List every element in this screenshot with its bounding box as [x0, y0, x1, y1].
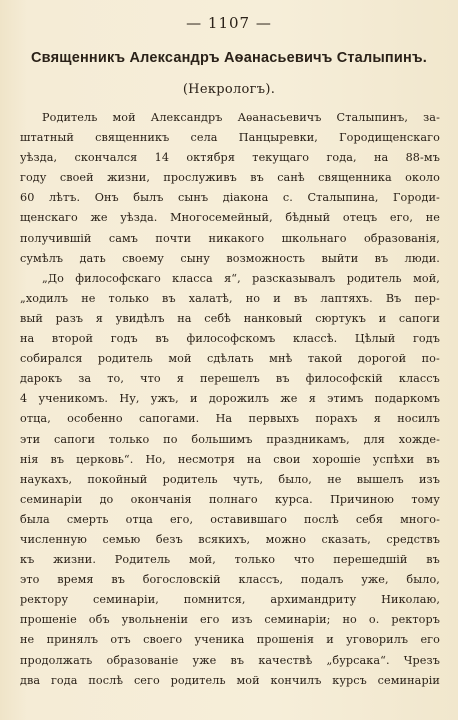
word: уговорилъ — [346, 633, 409, 647]
article-title: Священникъ Александръ Аѳанасьевичъ Сталыпинъ. — [31, 50, 427, 66]
word: перешелъ — [199, 372, 260, 386]
word: діакона — [222, 191, 269, 205]
text-line — [20, 148, 440, 168]
word: несмотря — [177, 452, 235, 466]
word: ректору — [20, 593, 69, 607]
word: почти — [155, 231, 192, 245]
word: разсказывалъ — [252, 271, 336, 285]
word: школьнаго — [281, 231, 347, 245]
word: себѣ — [204, 311, 232, 325]
word: же — [90, 211, 108, 225]
word: отца — [125, 512, 153, 526]
word: носилъ — [397, 412, 440, 426]
word: отецъ — [342, 211, 378, 225]
word: что — [140, 372, 161, 386]
word: философскомъ — [186, 332, 276, 346]
word: халатѣ, — [188, 291, 233, 305]
word: разъ — [55, 311, 84, 325]
word: годъ — [110, 332, 138, 346]
word: можно — [265, 532, 307, 546]
word: увидѣлъ — [115, 311, 165, 325]
word: было, — [406, 573, 440, 587]
text-line — [20, 430, 440, 450]
word: дать — [79, 251, 106, 265]
word: что — [293, 553, 315, 567]
word: 14 — [154, 151, 170, 165]
word: продолжать — [20, 653, 93, 667]
word: только — [234, 553, 276, 567]
word: я — [95, 311, 103, 325]
word: на — [177, 311, 192, 325]
word: с. — [282, 191, 293, 205]
word: „бурсака“. — [326, 653, 390, 667]
word: уже, — [361, 573, 389, 587]
word: въ — [230, 653, 245, 667]
word: но — [342, 613, 357, 627]
word: жизни, — [107, 171, 150, 185]
word: и — [326, 633, 334, 647]
word: Панцыревки, — [238, 131, 318, 145]
word: подаркомъ — [374, 392, 440, 406]
text-line — [20, 610, 440, 630]
word: себя — [355, 512, 384, 526]
word: безъ — [155, 532, 183, 546]
word: выйти — [321, 251, 359, 265]
word: въ — [426, 553, 440, 567]
text-line — [20, 450, 440, 470]
word: дарокъ — [20, 372, 63, 386]
word: Сталыпина, — [307, 191, 379, 205]
word: Но, — [145, 452, 166, 466]
word: своей — [59, 171, 94, 185]
word: много- — [400, 512, 440, 526]
text-line — [20, 651, 440, 671]
word: на — [373, 151, 389, 165]
word: Ну, — [119, 392, 140, 406]
text-line — [20, 108, 440, 128]
word: же — [280, 392, 298, 406]
word: въ — [275, 372, 290, 386]
text-line — [20, 490, 440, 510]
word: самъ — [108, 231, 139, 245]
word: штатный — [20, 131, 74, 145]
word: свои — [273, 452, 301, 466]
text-line — [20, 269, 440, 289]
word: Городищенскаго — [339, 131, 440, 145]
text-line — [20, 671, 440, 691]
word: численную — [20, 532, 87, 546]
word: лѣтъ. — [48, 191, 81, 205]
word: по- — [421, 352, 440, 366]
text-line — [20, 369, 440, 389]
word: порахъ — [315, 412, 358, 426]
word: къ — [20, 553, 35, 567]
word: два — [20, 673, 41, 687]
word: текущаго — [252, 151, 310, 165]
word: богословскій — [142, 573, 221, 587]
word: семинаріи — [20, 492, 83, 506]
word: класса — [172, 271, 213, 285]
word: по — [163, 432, 178, 446]
word: особенно — [67, 412, 123, 426]
word: хорошіе — [312, 452, 361, 466]
text-line — [20, 389, 440, 409]
text-line — [20, 630, 440, 650]
word: сапоги — [398, 311, 440, 325]
word: мой — [236, 673, 260, 687]
word: Родитель — [42, 111, 98, 124]
word: и — [273, 291, 281, 305]
word: люди. — [404, 251, 440, 265]
word: то, — [107, 372, 125, 386]
word: дорожилъ — [208, 392, 270, 406]
word: ученика — [194, 633, 245, 647]
word: сыну — [180, 251, 210, 265]
word: сапогами. — [139, 412, 200, 426]
word: сдѣлать — [207, 352, 254, 366]
word: Аѳанасьевичъ — [237, 111, 322, 124]
word: прошенія — [256, 633, 314, 647]
word: мой — [168, 352, 192, 366]
word: семинаріи; — [264, 613, 331, 627]
word: села — [190, 131, 218, 145]
word: кончилъ — [270, 673, 322, 687]
word: полнаго — [208, 492, 258, 506]
word: не — [327, 472, 342, 486]
word: Причиною — [330, 492, 395, 506]
word: прослуживъ — [163, 171, 237, 185]
word: философскій — [305, 372, 383, 386]
word: подалъ — [300, 573, 344, 587]
word: отца, — [20, 412, 51, 426]
word: Многосемейный, — [170, 211, 273, 225]
word: октября — [186, 151, 235, 165]
word: въ — [155, 332, 169, 346]
text-line — [20, 470, 440, 490]
word: было, — [278, 472, 312, 486]
word: пер- — [414, 291, 440, 305]
text-line — [20, 128, 440, 148]
word: уже — [192, 653, 217, 667]
word: я — [176, 372, 184, 386]
word: вышелъ — [356, 472, 404, 486]
word: для — [363, 432, 385, 446]
word: былъ — [133, 191, 164, 205]
word: священникъ — [95, 131, 170, 145]
word: второй — [51, 332, 94, 346]
word: священника — [318, 171, 392, 185]
word: Александръ — [150, 111, 223, 124]
word: родитель — [162, 472, 218, 486]
word: года — [50, 673, 78, 687]
word: помнится, — [183, 593, 246, 607]
word: курса. — [274, 492, 313, 506]
word: сего — [133, 673, 160, 687]
word: На — [215, 412, 233, 426]
word: я“, — [224, 271, 241, 285]
word: получившій — [20, 231, 92, 245]
word: это — [20, 573, 40, 587]
word: году — [20, 171, 47, 185]
word: Сталыпинъ, — [336, 111, 409, 124]
text-line — [20, 570, 440, 590]
word: перешедшій — [333, 553, 408, 567]
word: до — [99, 492, 114, 506]
word: Городи- — [393, 191, 440, 205]
word: средствъ — [386, 532, 440, 546]
text-line — [20, 168, 440, 188]
word: его, — [169, 512, 194, 526]
word: Цѣлый — [354, 332, 396, 346]
word: щенскаго — [20, 211, 78, 225]
word: образованія, — [363, 231, 440, 245]
word: за — [78, 372, 92, 386]
word: скончался — [74, 151, 138, 165]
word: за- — [423, 111, 440, 124]
text-line — [20, 550, 440, 570]
word: окончанія — [130, 492, 192, 506]
word: въ — [426, 452, 440, 466]
word: родитель — [170, 673, 226, 687]
word: 88-мъ — [405, 151, 440, 165]
word: семью — [102, 532, 141, 546]
word: только — [108, 291, 149, 305]
word: родитель — [97, 352, 153, 366]
word: церковь“. — [76, 452, 134, 466]
word: семинаріи, — [93, 593, 159, 607]
word: классъ, — [238, 573, 284, 587]
word: я — [373, 412, 381, 426]
word: Въ — [385, 291, 402, 305]
word: увольненіи — [121, 613, 189, 627]
word: образованіе — [106, 653, 179, 667]
word: только — [108, 432, 150, 446]
word: сказать, — [321, 532, 371, 546]
word: въ — [50, 452, 65, 466]
word: классъ — [398, 372, 440, 386]
word: 60 — [20, 191, 35, 205]
word: не — [81, 291, 96, 305]
word: была — [20, 512, 50, 526]
word: уѣзда. — [120, 211, 158, 225]
word: бѣдный — [285, 211, 331, 225]
word: его — [420, 633, 440, 647]
word: сюртукъ — [315, 311, 366, 325]
word: большимъ — [191, 432, 253, 446]
word: всякихъ, — [198, 532, 251, 546]
word: Родитель — [114, 553, 171, 567]
word: объ — [88, 613, 110, 627]
word: ректоръ — [391, 613, 440, 627]
word: покойный — [87, 472, 148, 486]
word: ученикомъ. — [38, 392, 109, 406]
word: и — [190, 392, 198, 406]
word: лаптяхъ. — [320, 291, 373, 305]
word: нанковый — [243, 311, 303, 325]
word: и — [378, 311, 387, 325]
word: санѣ — [277, 171, 305, 185]
word: хожде- — [398, 432, 440, 446]
word: въ — [293, 291, 308, 305]
word: праздникамъ, — [266, 432, 350, 446]
article-body — [20, 108, 440, 691]
word: не — [20, 633, 35, 647]
word: эти — [20, 432, 41, 446]
word: годъ — [412, 332, 440, 346]
word: наукахъ, — [20, 472, 73, 486]
text-line — [20, 309, 440, 329]
page-number: — 1107 — — [186, 14, 272, 32]
word: въ — [162, 291, 176, 305]
text-line — [20, 349, 440, 369]
word: въ — [111, 573, 125, 587]
word: уѣзда, — [20, 151, 58, 165]
word: оставившаго — [210, 512, 287, 526]
word: мой, — [189, 553, 216, 567]
word: классѣ. — [292, 332, 338, 346]
word: мнѣ — [269, 352, 293, 366]
word: прошеніе — [20, 613, 77, 627]
article-subtitle: (Некрологъ). — [182, 82, 276, 97]
word: 4 — [20, 392, 28, 406]
text-line — [20, 329, 440, 349]
word: его — [199, 613, 220, 627]
word: Онъ — [94, 191, 119, 205]
text-line — [20, 208, 440, 228]
text-line — [20, 510, 440, 530]
word: никакого — [208, 231, 265, 245]
word: послѣ — [88, 673, 124, 687]
word: въ — [250, 171, 264, 185]
word: своего — [143, 633, 183, 647]
word: но — [245, 291, 261, 305]
word: дорогой — [357, 352, 407, 366]
word: время — [57, 573, 94, 587]
text-line — [20, 249, 440, 269]
word: первыхъ — [248, 412, 300, 426]
word: о. — [368, 613, 380, 627]
word: не — [425, 211, 440, 225]
word: года, — [326, 151, 357, 165]
word: на — [246, 452, 262, 466]
word: Николаю, — [381, 593, 440, 607]
word: около — [405, 171, 440, 185]
word: тому — [411, 492, 440, 506]
word: на — [20, 332, 35, 346]
text-line — [20, 590, 440, 610]
word: изъ — [418, 472, 440, 486]
word: смерть — [66, 512, 109, 526]
word: родитель — [346, 271, 402, 285]
text-line — [20, 289, 440, 309]
word: „До — [42, 271, 64, 285]
word: сынъ — [178, 191, 209, 205]
text-line — [20, 188, 440, 208]
word: я — [308, 392, 316, 406]
word: послѣ — [304, 512, 339, 526]
word: ужъ, — [150, 392, 179, 406]
word: Чрезъ — [403, 653, 440, 667]
word: такой — [307, 352, 343, 366]
word: архимандриту — [270, 593, 357, 607]
word: курсъ — [332, 673, 367, 687]
word: философскаго — [75, 271, 161, 285]
word: „ходилъ — [20, 291, 69, 305]
word: его, — [389, 211, 414, 225]
word: принялъ — [46, 633, 99, 647]
word: успѣхи — [372, 452, 415, 466]
word: сапоги — [54, 432, 96, 446]
word: жизни. — [53, 553, 97, 567]
text-line — [20, 229, 440, 249]
word: мой — [112, 111, 136, 124]
text-line — [20, 530, 440, 550]
word: сумѣлъ — [20, 251, 64, 265]
word: изъ — [231, 613, 253, 627]
word: въ — [374, 251, 389, 265]
word: вый — [20, 311, 43, 325]
word: качествѣ — [258, 653, 313, 667]
word: собирался — [20, 352, 83, 366]
word: возможность — [226, 251, 306, 265]
word: мой, — [413, 271, 440, 285]
word: нія — [20, 452, 39, 466]
word: этимъ — [327, 392, 364, 406]
word: семинаріи — [377, 673, 440, 687]
word: своему — [122, 251, 164, 265]
word: отъ — [110, 633, 131, 647]
text-line — [20, 409, 440, 429]
word: чуть, — [232, 472, 264, 486]
